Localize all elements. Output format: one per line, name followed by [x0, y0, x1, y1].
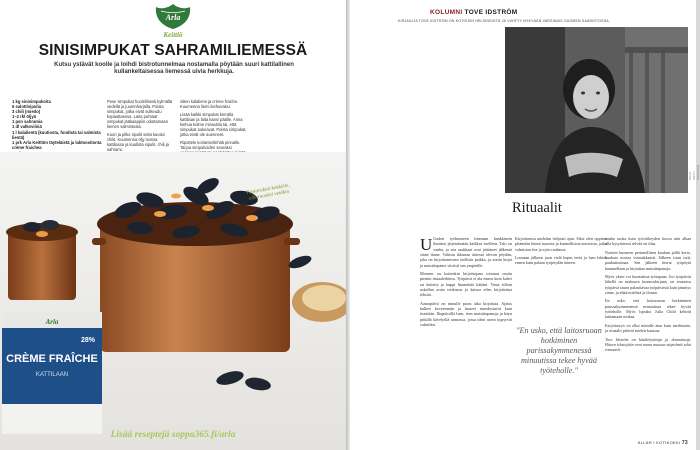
body-paragraph: Moneen on kuitenkin kirjoittajana tottunut omiin pieniin rituaaleihinsa. Työpäivä ei ala ennen kuin kahvi on keitetty ja kuppi lämmittää kättäni. Vasta silloin uskallan avata tiedoston ja katsoa eilen kirjoitettua tekstiä.	[420, 271, 512, 298]
body-paragraph: Kirjoitustyö on ollut minulle aina kuin meditaatio, ja rituaalit pitävät mielen kasassa.	[605, 322, 691, 334]
svg-text:CRÈME FRAÎCHE: CRÈME FRAÎCHE	[6, 353, 98, 365]
recipe-page	[0, 0, 346, 450]
recipe-title: SINISIMPUKAT SAHRAMILIEMESSÄ	[38, 42, 308, 59]
author-portrait	[505, 27, 688, 193]
ingredient: 6 salottisipulia	[12, 104, 42, 110]
instructions-column-2	[180, 99, 247, 158]
instruction-paragraph: Ripottele korianterilehtiä pinnalle. Tarjoa simpukoiden seuraksi	[180, 140, 241, 150]
page-number: 73	[681, 440, 688, 446]
column-author: TOVE IDSTRÖM	[464, 9, 518, 16]
body-paragraph: Aamupäivä on minulle paras aika kirjoittaa. Ajatus kulkee kevyemmin ja lauseet muodostuvat kuin itsestään. Iltapäivällä luen, teen muistiinpanoja ja käyn pitkillä kävelyillä rannassa, jossa ideat usein kypsyvät valmiiksi.	[420, 300, 512, 328]
instruction-paragraph: Lisää kaikki simpukat kerralla kattilaan ja laita kansi päälle. Anna kiehua kolme minuuttia tai, että simpukat aukeavat. Poista simpukat, jotka eivät ole auenneet.	[180, 112, 247, 137]
ingredient: 1 dl valkoviiniä	[12, 124, 42, 130]
drop-cap: U	[420, 235, 433, 254]
body-paragraph: Naisten huoneen perinnöllisen kauhun pöllä kerto, kuuluaa nostoa voimakkaasti. Jälkeen istun tutti, paukuttoninaa. Sen jälkeen herrat työpöytä kuunnellaan ja kirjoittaa muistiinpanoja.	[605, 249, 691, 271]
ingredient: 1 kg sinisimpukoita	[12, 99, 51, 104]
recipe-site-link[interactable]: Lisää reseptejä soppa365.fi/arla	[110, 430, 236, 440]
body-column-1	[420, 236, 512, 331]
column-page	[350, 0, 700, 450]
body-column-3	[605, 236, 691, 356]
ingredient: 3 chili (miedo)	[12, 109, 41, 115]
magazine-name: ÄLLÄR I KOTIKOKKI	[637, 440, 681, 445]
instruction-paragraph: Pese simpukat huolellisesti kylmällä vedellä ja juurenharjalla. Poista simpukat, jotka eivät sulkeudu kopauttaessa. Laita puhtaat simpukat jääkaappiin odottamaan liemen valmistusta.	[107, 99, 173, 129]
recipe-badge: Pastarakoit kokkelle, alkuruoaksi vetäkin	[245, 182, 291, 202]
svg-text:28%: 28%	[80, 337, 96, 344]
arla-keittio-logo	[153, 3, 193, 39]
body-paragraph: Lounaan jälkeen juon vielä kupin teetä ja luen lehteä ennen kuin palaan työpöydän ääreen.	[515, 255, 607, 266]
instruction-paragraph: Kuori ja pilko sipulit sekä kuutioi chilit. Kuumenna öljy isossa kattilassa ja kuullota sipulit, chili ja sahrami.	[107, 132, 169, 152]
body-paragraph: En usko, että laitosruoan hotkiminen parissakymmenessä minuutissa tekee hyvää työteholle. Myös lopuksi Julia Chilit kehotti lattiamaan ruokaa.	[605, 298, 691, 320]
body-column-2	[515, 236, 607, 269]
body-paragraph: Myös yksin voi huomattua työtapaan. Joo työpäivät lähellä on makaava luonnoskirjaan, on seuraava työpäivä tauon palauttavaa työpäivästä kuin jännitys sinne, ja ehkä mielistä ja ilonan.	[605, 274, 691, 296]
svg-text:Arla: Arla	[165, 13, 181, 22]
photo-credit: KUVA: ANTTI NIKKANEN	[688, 164, 700, 180]
column-title: Rituaalit	[512, 200, 562, 216]
author-intro: KIRJAILIJA TOVE IDSTRÖM ON KOTOISIN HELSINGISTÄ JA VIIHTYY NYKYÄÄN VARSINAIS-SUOMEN SAARISTOSSA.	[398, 19, 610, 23]
ingredient: 1 prk Arla Keittiön täyteläistä ja laktoositonta crème fraichea	[12, 139, 102, 150]
ingredient: 1 psn sahramia	[12, 119, 43, 125]
svg-text:KATTILAAN: KATTILAAN	[35, 372, 69, 378]
column-header	[430, 9, 518, 16]
instruction-paragraph: sitten kalaliemi ja crème fraiche. Kuumenna liemi kiehuvaksi.	[180, 99, 239, 109]
pull-quote: "En usko, että laitosruoan hotkiminen parissakymmenessä minuutissa tekee hyvää työteholle."	[516, 326, 602, 375]
body-paragraph: vanha ruoka kuin työväikeyden hoosa niin alkaa olla kysyttäessä selvää on tilaa.	[605, 236, 691, 247]
ingredient: 1 l kalalientä (kuutiosta, fondista tai valmista lientä)	[12, 129, 101, 140]
creme-fraiche-product	[2, 312, 102, 434]
page-footer	[638, 440, 688, 446]
body-paragraph: Kirjoittaessa unohdan helposti ajan. Siksi olen oppinut pitämään kiinni tauoista ja kunnollisista aterioista, jotka valmistan itse ja syön rauhassa.	[515, 236, 607, 252]
ingredient: 1–2 rkl öljyä	[12, 114, 36, 120]
body-paragraph: U Uuden työhuoneen hiemaan hankkinein ihmisen järjestämään kaikkea itselleen. Talo on vanha, ja sen asukkaat ovat jättäneet jälkensä sinne tänne. Valitsin ikkunan ääressä olevan pöydän, joka on kirjoittamiseen otollisin paikka, ja asetin kirjat ja muistiinpanot siististi sen ympärille.	[420, 235, 512, 268]
svg-text:Keittiö: Keittiö	[163, 31, 183, 39]
author-bio: Tove Idström on käsikirjoittaja ja dramaturgi. Hänen tekstejään ovat muun muassa näytelmät sekä romaanit.	[605, 336, 691, 353]
column-tag: KOLUMNI	[430, 9, 463, 16]
recipe-lead: Kutsu ystävät koolle ja loihdi bistrotunnelmaa nostamalla pöytään suuri kattilallinen kullankeltaisessa liemessä uivia herkkuja.	[54, 62, 294, 76]
svg-text:Arla: Arla	[45, 318, 59, 326]
